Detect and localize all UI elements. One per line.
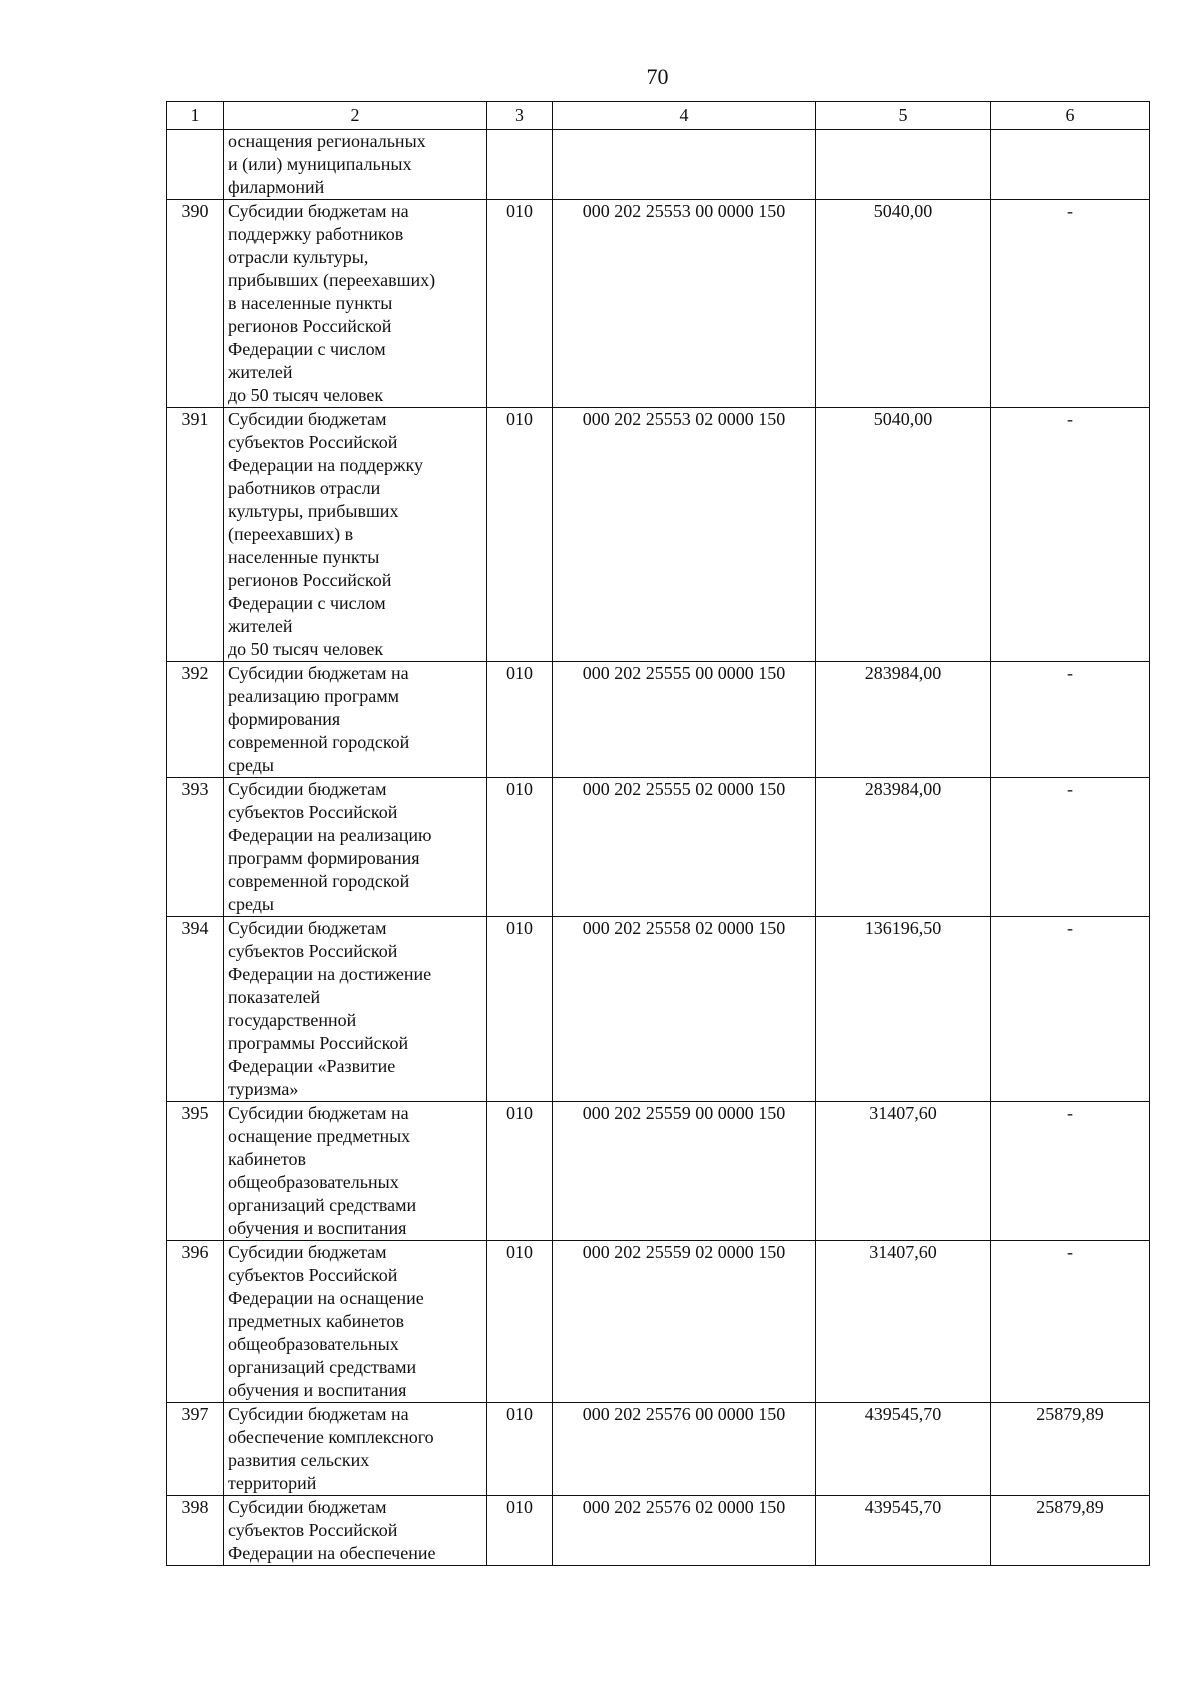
column-header-2: 2 xyxy=(224,102,487,130)
description-cell: Субсидии бюджетам субъектов Российской Федерации на оснащение предметных кабинетов общеобразовательных организаций средствами обучения и воспитания xyxy=(224,1241,487,1403)
row-number-cell: 395 xyxy=(167,1102,224,1241)
description-cell: Субсидии бюджетам субъектов Российской Федерации на поддержку работников отрасли культуры, прибывших (переехавших) в населенные пункты регионов Российской Федерации с числом жителей до 50 тысяч человек xyxy=(224,408,487,662)
row-number-cell: 392 xyxy=(167,662,224,778)
row-number-cell: 398 xyxy=(167,1496,224,1566)
admin-code-cell: 010 xyxy=(487,1403,553,1496)
column-header-3: 3 xyxy=(487,102,553,130)
admin-code-cell: 010 xyxy=(487,917,553,1102)
table-row xyxy=(167,1403,1150,1496)
amount-cell: 31407,60 xyxy=(816,1102,991,1241)
description-cell: Субсидии бюджетам на обеспечение комплексного развития сельских территорий xyxy=(224,1403,487,1496)
description-cell: Субсидии бюджетам на оснащение предметных кабинетов общеобразовательных организаций средствами обучения и воспитания xyxy=(224,1102,487,1241)
column-header-6: 6 xyxy=(991,102,1150,130)
extra-amount-cell: - xyxy=(991,1241,1150,1403)
budget-code-cell: 000 202 25576 00 0000 150 xyxy=(553,1403,816,1496)
budget-code-cell: 000 202 25558 02 0000 150 xyxy=(553,917,816,1102)
row-number-cell: 397 xyxy=(167,1403,224,1496)
table-row xyxy=(167,408,1150,662)
description-cell: Субсидии бюджетам субъектов Российской Федерации на реализацию программ формирования современной городской среды xyxy=(224,778,487,917)
budget-code-cell: 000 202 25553 00 0000 150 xyxy=(553,200,816,408)
budget-table xyxy=(166,101,1150,1566)
description-cell: оснащения региональных и (или) муниципальных филармоний xyxy=(224,130,487,200)
amount-cell: 5040,00 xyxy=(816,408,991,662)
budget-code-cell xyxy=(553,130,816,200)
extra-amount-cell: - xyxy=(991,917,1150,1102)
table-row xyxy=(167,130,1150,200)
description-cell: Субсидии бюджетам субъектов Российской Федерации на достижение показателей государственной программы Российской Федерации «Развитие туризма» xyxy=(224,917,487,1102)
table-row xyxy=(167,778,1150,917)
admin-code-cell: 010 xyxy=(487,1496,553,1566)
row-number-cell: 393 xyxy=(167,778,224,917)
extra-amount-cell: - xyxy=(991,1102,1150,1241)
extra-amount-cell: - xyxy=(991,200,1150,408)
table-row xyxy=(167,917,1150,1102)
description-cell: Субсидии бюджетам на поддержку работников отрасли культуры, прибывших (переехавших) в населенные пункты регионов Российской Федерации с числом жителей до 50 тысяч человек xyxy=(224,200,487,408)
budget-code-cell: 000 202 25559 02 0000 150 xyxy=(553,1241,816,1403)
extra-amount-cell: - xyxy=(991,408,1150,662)
table-row xyxy=(167,200,1150,408)
table-header xyxy=(167,102,1150,130)
amount-cell: 5040,00 xyxy=(816,200,991,408)
admin-code-cell: 010 xyxy=(487,200,553,408)
admin-code-cell: 010 xyxy=(487,1241,553,1403)
extra-amount-cell: - xyxy=(991,662,1150,778)
table-row xyxy=(167,1496,1150,1566)
row-number-cell: 390 xyxy=(167,200,224,408)
page-number: 70 xyxy=(646,64,669,89)
table-row xyxy=(167,662,1150,778)
budget-code-cell: 000 202 25555 00 0000 150 xyxy=(553,662,816,778)
table-row xyxy=(167,1102,1150,1241)
row-number-cell xyxy=(167,130,224,200)
description-cell: Субсидии бюджетам субъектов Российской Федерации на обеспечение xyxy=(224,1496,487,1566)
extra-amount-cell: 25879,89 xyxy=(991,1403,1150,1496)
row-number-cell: 396 xyxy=(167,1241,224,1403)
extra-amount-cell: - xyxy=(991,778,1150,917)
description-cell: Субсидии бюджетам на реализацию программ формирования современной городской среды xyxy=(224,662,487,778)
admin-code-cell: 010 xyxy=(487,778,553,917)
row-number-cell: 391 xyxy=(167,408,224,662)
amount-cell: 31407,60 xyxy=(816,1241,991,1403)
amount-cell xyxy=(816,130,991,200)
budget-code-cell: 000 202 25555 02 0000 150 xyxy=(553,778,816,917)
table-row xyxy=(167,1241,1150,1403)
row-number-cell: 394 xyxy=(167,917,224,1102)
amount-cell: 439545,70 xyxy=(816,1403,991,1496)
amount-cell: 136196,50 xyxy=(816,917,991,1102)
column-header-5: 5 xyxy=(816,102,991,130)
column-header-4: 4 xyxy=(553,102,816,130)
table-body xyxy=(167,130,1150,1566)
admin-code-cell: 010 xyxy=(487,1102,553,1241)
extra-amount-cell xyxy=(991,130,1150,200)
header-row xyxy=(167,102,1150,130)
amount-cell: 283984,00 xyxy=(816,662,991,778)
budget-code-cell: 000 202 25553 02 0000 150 xyxy=(553,408,816,662)
amount-cell: 283984,00 xyxy=(816,778,991,917)
column-header-1: 1 xyxy=(167,102,224,130)
amount-cell: 439545,70 xyxy=(816,1496,991,1566)
budget-code-cell: 000 202 25576 02 0000 150 xyxy=(553,1496,816,1566)
budget-code-cell: 000 202 25559 00 0000 150 xyxy=(553,1102,816,1241)
extra-amount-cell: 25879,89 xyxy=(991,1496,1150,1566)
admin-code-cell: 010 xyxy=(487,662,553,778)
admin-code-cell xyxy=(487,130,553,200)
admin-code-cell: 010 xyxy=(487,408,553,662)
